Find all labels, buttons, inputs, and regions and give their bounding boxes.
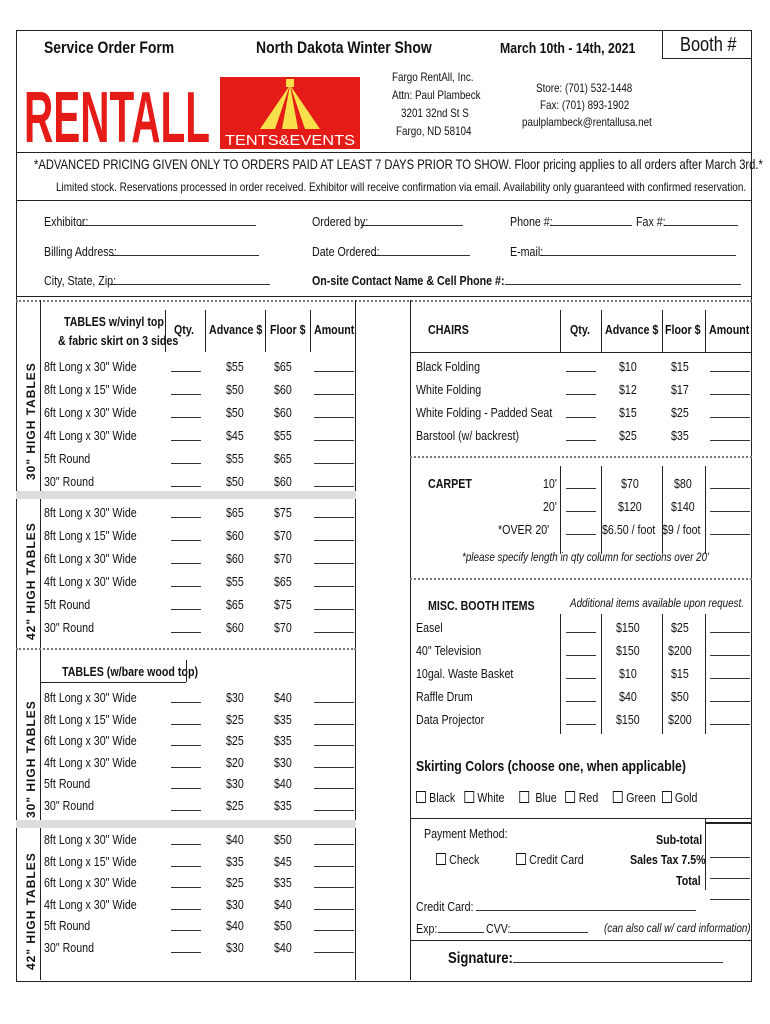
amount-input[interactable]: [314, 405, 354, 421]
amount-input[interactable]: [314, 597, 354, 613]
floor-price: $40: [274, 939, 292, 955]
skirting-gold[interactable]: Gold: [662, 790, 698, 805]
qty-input[interactable]: [171, 359, 201, 375]
advance-price: $45: [226, 428, 244, 443]
billing-field[interactable]: Billing Address:: [44, 243, 259, 259]
item-name: Easel: [416, 620, 443, 635]
advance-price: $55: [226, 451, 244, 466]
advance-price: $12: [619, 382, 637, 397]
qty-input[interactable]: [171, 405, 201, 421]
item-name: 4ft Long x 30" Wide: [44, 896, 137, 912]
call-note: (can also call w/ card information): [604, 921, 751, 935]
skirting-options: [416, 790, 759, 805]
item-name: Black Folding: [416, 359, 480, 374]
qty-input[interactable]: [171, 940, 201, 956]
qty-input[interactable]: [171, 474, 201, 490]
carpet-size: 20': [543, 499, 557, 514]
amount-input[interactable]: [710, 620, 750, 636]
qty-input[interactable]: [566, 643, 596, 659]
advance-price: $25: [226, 875, 244, 890]
email-field[interactable]: E-mail:: [510, 243, 736, 259]
advance-price: $65: [226, 505, 244, 520]
item-name: 4ft Long x 30" Wide: [44, 574, 137, 589]
qty-input[interactable]: [171, 620, 201, 636]
floor-price: $60: [274, 405, 292, 420]
qty-input[interactable]: [171, 918, 201, 934]
item-name: Barstool (w/ backrest): [416, 428, 520, 443]
qty-input[interactable]: [171, 712, 201, 728]
total-label: Total: [676, 873, 701, 888]
advance-price: $50: [226, 474, 244, 489]
amount-input[interactable]: [314, 854, 354, 870]
qty-input[interactable]: [566, 359, 596, 375]
advance-price: $20: [226, 754, 244, 770]
chairs-col-floor: Floor $: [665, 322, 701, 337]
advance-price: $30: [226, 776, 244, 791]
item-name: Raffle Drum: [416, 689, 473, 704]
tax-label: Sales Tax 7.5%: [630, 852, 706, 867]
chairs-col-amount: Amount: [709, 322, 750, 337]
qty-input[interactable]: [566, 689, 596, 705]
skirting-black[interactable]: Black: [416, 790, 455, 805]
advance-price: $40: [619, 689, 637, 704]
amount-input[interactable]: [710, 359, 750, 375]
item-name: 5ft Round: [44, 597, 91, 612]
floor-price: $60: [274, 474, 292, 489]
item-name: 8ft Long x 30" Wide: [44, 832, 137, 847]
misc-note: Additional items available upon request.: [570, 596, 744, 610]
fax-field[interactable]: Fax #:: [636, 213, 738, 229]
floor-price: $70: [274, 528, 292, 543]
rentall-logo: [22, 80, 214, 152]
advance-price: $50: [226, 405, 244, 420]
advance-price: $65: [226, 597, 244, 612]
item-name: 8ft Long x 15" Wide: [44, 382, 137, 397]
item-name: White Folding: [416, 382, 482, 397]
city-field[interactable]: City, State, Zip:: [44, 272, 270, 288]
qty-input[interactable]: [566, 666, 596, 682]
vendor-contact: Store: (701) 532-1448 Fax: (701) 893-1902 paulplambeck@rentallusa.net: [522, 81, 652, 129]
show-dates: March 10th - 14th, 2021: [500, 40, 636, 57]
payment-credit-card[interactable]: Credit Card: [516, 852, 598, 867]
qty-input[interactable]: [171, 832, 201, 848]
carpet-note: *please specify length in qty column for sections over 20': [462, 550, 709, 564]
floor-price: $60: [274, 382, 292, 397]
qty-input[interactable]: [171, 897, 201, 913]
carpet-size: 10': [543, 476, 557, 491]
advance-price: $6.50 / foot: [602, 522, 656, 537]
cvv-field[interactable]: CVV:: [486, 920, 588, 936]
qty-input[interactable]: [171, 776, 201, 792]
exhibitor-field[interactable]: Exhibitor:: [44, 213, 256, 229]
skirting-green[interactable]: Green: [613, 790, 656, 805]
total-amount[interactable]: [710, 887, 750, 905]
floor-price: $200: [667, 643, 692, 658]
payment-title: Payment Method:: [424, 826, 508, 841]
qty-input[interactable]: [566, 712, 596, 728]
floor-price: $35: [274, 875, 292, 890]
qty-input[interactable]: [171, 382, 201, 398]
section-separator: [16, 820, 356, 828]
qty-input[interactable]: [566, 428, 596, 444]
item-name: 8ft Long x 15" Wide: [44, 853, 137, 869]
floor-price: $40: [274, 776, 292, 791]
advance-price: $150: [615, 620, 640, 635]
advance-price: $70: [621, 476, 639, 491]
advance-price: $35: [226, 853, 244, 869]
credit-card-field[interactable]: Credit Card:: [416, 898, 696, 914]
advance-price: $150: [615, 643, 640, 658]
floor-price: $25: [671, 405, 689, 420]
vinyl-42-section-label: 42" HIGH TABLES: [24, 522, 38, 640]
amount-input[interactable]: [314, 798, 354, 814]
qty-input[interactable]: [566, 620, 596, 636]
floor-price: $55: [274, 428, 292, 443]
amount-input[interactable]: [314, 875, 354, 891]
floor-price: $70: [274, 551, 292, 566]
floor-price: $75: [274, 597, 292, 612]
item-name: 5ft Round: [44, 918, 91, 933]
carpet-title: CARPET: [428, 476, 472, 491]
advance-price: $30: [226, 939, 244, 955]
amount-input[interactable]: [314, 897, 354, 913]
qty-input[interactable]: [171, 755, 201, 771]
signature-field[interactable]: Signature:: [448, 950, 723, 968]
wood-30-section-label: 30" HIGH TABLES: [24, 700, 38, 818]
floor-price: $35: [274, 797, 292, 813]
chairs-col-qty: Qty.: [570, 322, 590, 337]
advance-price: $30: [226, 896, 244, 912]
item-name: 30" Round: [44, 797, 95, 813]
amount-input[interactable]: [710, 522, 750, 538]
advance-price: $10: [619, 359, 637, 374]
ordered-by-field[interactable]: Ordered by:: [312, 213, 463, 229]
floor-price: $17: [671, 382, 689, 397]
advance-price: $55: [226, 359, 244, 374]
carpet-size: *OVER 20': [497, 522, 549, 537]
stock-notice: Limited stock. Reservations processed in order received. Exhibitor will receive confirmation via email. Availability only guaranteed with confirmed reservation.: [56, 180, 747, 194]
payment-check[interactable]: Check: [436, 852, 489, 867]
qty-input[interactable]: [171, 551, 201, 567]
advance-price: $55: [226, 574, 244, 589]
advance-price: $40: [226, 918, 244, 933]
amount-input[interactable]: [314, 382, 354, 398]
qty-input[interactable]: [171, 854, 201, 870]
amount-input[interactable]: [710, 499, 750, 515]
advance-price: $40: [226, 832, 244, 847]
qty-input[interactable]: [566, 405, 596, 421]
qty-input[interactable]: [566, 476, 596, 492]
amount-input[interactable]: [314, 574, 354, 590]
qty-input[interactable]: [171, 528, 201, 544]
booth-label: Booth #: [680, 34, 737, 56]
amount-input[interactable]: [314, 832, 354, 848]
exp-field[interactable]: Exp:: [416, 920, 484, 936]
skirting-title: Skirting Colors (choose one, when applicable): [416, 758, 686, 775]
col-advance: Advance $: [209, 322, 263, 337]
floor-price: $30: [274, 754, 292, 770]
wood-42-section-label: 42" HIGH TABLES: [24, 852, 38, 970]
vendor-address: Fargo RentAll, Inc. Attn: Paul Plambeck 3201 32nd St S Fargo, ND 58104: [392, 70, 481, 138]
amount-input[interactable]: [710, 666, 750, 682]
item-name: 5ft Round: [44, 776, 91, 791]
advance-price: $60: [226, 620, 244, 635]
amount-input[interactable]: [314, 359, 354, 375]
advance-price: $60: [226, 528, 244, 543]
item-name: 6ft Long x 30" Wide: [44, 405, 137, 420]
item-name: 40" Television: [416, 643, 482, 658]
floor-price: $40: [274, 896, 292, 912]
amount-input[interactable]: [314, 918, 354, 934]
misc-title: MISC. BOOTH ITEMS: [428, 598, 535, 613]
qty-input[interactable]: [171, 505, 201, 521]
qty-input[interactable]: [171, 428, 201, 444]
floor-price: $80: [674, 476, 692, 491]
qty-input[interactable]: [171, 798, 201, 814]
svg-text:TENTS&EVENTS: TENTS&EVENTS: [225, 132, 355, 149]
amount-input[interactable]: [314, 551, 354, 567]
floor-price: $200: [667, 712, 692, 727]
advance-price: $25: [226, 711, 244, 727]
floor-price: $65: [274, 451, 292, 466]
item-name: White Folding - Padded Seat: [416, 405, 553, 420]
amount-input[interactable]: [314, 712, 354, 728]
form-title: Service Order Form: [44, 38, 175, 57]
tax-amount[interactable]: [710, 866, 750, 884]
floor-price: $50: [671, 689, 689, 704]
amount-input[interactable]: [314, 620, 354, 636]
subtotal-amount[interactable]: [710, 845, 750, 863]
qty-input[interactable]: [566, 522, 596, 538]
section-separator: [16, 491, 356, 499]
advance-price: $60: [226, 551, 244, 566]
advance-price: $150: [615, 712, 640, 727]
amount-input[interactable]: [710, 405, 750, 421]
vinyl-tables-title: TABLES w/vinyl top & fabric skirt on 3 sides: [58, 314, 179, 348]
amount-input[interactable]: [710, 476, 750, 492]
amount-input[interactable]: [314, 733, 354, 749]
amount-input[interactable]: [314, 451, 354, 467]
onsite-contact-field[interactable]: On-site Contact Name & Cell Phone #:: [312, 272, 741, 288]
item-name: 4ft Long x 30" Wide: [44, 754, 137, 770]
floor-price: $50: [274, 832, 292, 847]
amount-input[interactable]: [314, 940, 354, 956]
amount-input[interactable]: [314, 776, 354, 792]
item-name: 8ft Long x 15" Wide: [44, 711, 137, 727]
amount-input[interactable]: [710, 382, 750, 398]
amount-input[interactable]: [314, 528, 354, 544]
floor-price: $15: [671, 666, 689, 681]
skirting-white[interactable]: White: [464, 790, 504, 805]
skirting-blue[interactable]: Blue: [519, 790, 556, 805]
floor-price: $65: [274, 359, 292, 374]
item-name: 6ft Long x 30" Wide: [44, 551, 137, 566]
subtotal-label: Sub-total: [656, 832, 703, 847]
amount-input[interactable]: [710, 643, 750, 659]
item-name: 6ft Long x 30" Wide: [44, 875, 137, 890]
vinyl-30-section-label: 30" HIGH TABLES: [24, 362, 38, 480]
floor-price: $65: [274, 574, 292, 589]
qty-input[interactable]: [171, 733, 201, 749]
advance-price: $25: [619, 428, 637, 443]
floor-price: $35: [671, 428, 689, 443]
floor-price: $35: [274, 711, 292, 727]
amount-input[interactable]: [314, 755, 354, 771]
floor-price: $40: [274, 690, 292, 705]
qty-input[interactable]: [566, 382, 596, 398]
pricing-notice: *ADVANCED PRICING GIVEN ONLY TO ORDERS PAID AT LEAST 7 DAYS PRIOR TO SHOW. Floor pricing applies to all orders after March 3rd.*: [34, 156, 763, 172]
item-name: 30" Round: [44, 939, 95, 955]
advance-price: $50: [226, 382, 244, 397]
advance-price: $25: [226, 733, 244, 748]
tents-events-logo: [220, 77, 360, 149]
item-name: 6ft Long x 30" Wide: [44, 733, 137, 748]
amount-input[interactable]: [314, 505, 354, 521]
amount-input[interactable]: [314, 474, 354, 490]
col-amount: Amount: [314, 322, 355, 337]
qty-input[interactable]: [171, 875, 201, 891]
item-name: 30" Round: [44, 620, 95, 635]
qty-input[interactable]: [171, 451, 201, 467]
floor-price: $140: [670, 499, 695, 514]
chairs-title: CHAIRS: [428, 322, 469, 337]
advance-price: $15: [619, 405, 637, 420]
col-qty: Qty.: [174, 322, 194, 337]
floor-price: $15: [671, 359, 689, 374]
qty-input[interactable]: [171, 574, 201, 590]
qty-input[interactable]: [566, 499, 596, 515]
qty-input[interactable]: [171, 597, 201, 613]
floor-price: $50: [274, 918, 292, 933]
advance-price: $10: [619, 666, 637, 681]
item-name: 5ft Round: [44, 451, 91, 466]
qty-input[interactable]: [171, 690, 201, 706]
item-name: 8ft Long x 15" Wide: [44, 528, 137, 543]
phone-field[interactable]: Phone #:: [510, 213, 632, 229]
item-name: 8ft Long x 30" Wide: [44, 359, 137, 374]
item-name: Data Projector: [416, 712, 485, 727]
floor-price: $75: [274, 505, 292, 520]
skirting-red[interactable]: Red: [566, 790, 599, 805]
floor-price: $70: [274, 620, 292, 635]
floor-price: $9 / foot: [661, 522, 701, 537]
item-name: 30" Round: [44, 474, 95, 489]
svg-text:RENTALL: RENTALL: [24, 80, 210, 152]
amount-input[interactable]: [314, 428, 354, 444]
wood-tables-title: TABLES (w/bare wood top): [62, 664, 199, 679]
show-name: North Dakota Winter Show: [256, 38, 432, 57]
advance-price: $30: [226, 690, 244, 705]
advance-price: $25: [226, 797, 244, 813]
date-ordered-field[interactable]: Date Ordered:: [312, 243, 470, 259]
item-name: 4ft Long x 30" Wide: [44, 428, 137, 443]
amount-input[interactable]: [710, 712, 750, 728]
floor-price: $25: [671, 620, 689, 635]
advance-price: $120: [617, 499, 642, 514]
amount-input[interactable]: [710, 689, 750, 705]
floor-price: $45: [274, 853, 292, 869]
floor-price: $35: [274, 733, 292, 748]
amount-input[interactable]: [314, 690, 354, 706]
item-name: 10gal. Waste Basket: [416, 666, 514, 681]
item-name: 8ft Long x 30" Wide: [44, 505, 137, 520]
col-floor: Floor $: [270, 322, 306, 337]
chairs-col-advance: Advance $: [605, 322, 659, 337]
amount-input[interactable]: [710, 428, 750, 444]
item-name: 8ft Long x 30" Wide: [44, 690, 137, 705]
